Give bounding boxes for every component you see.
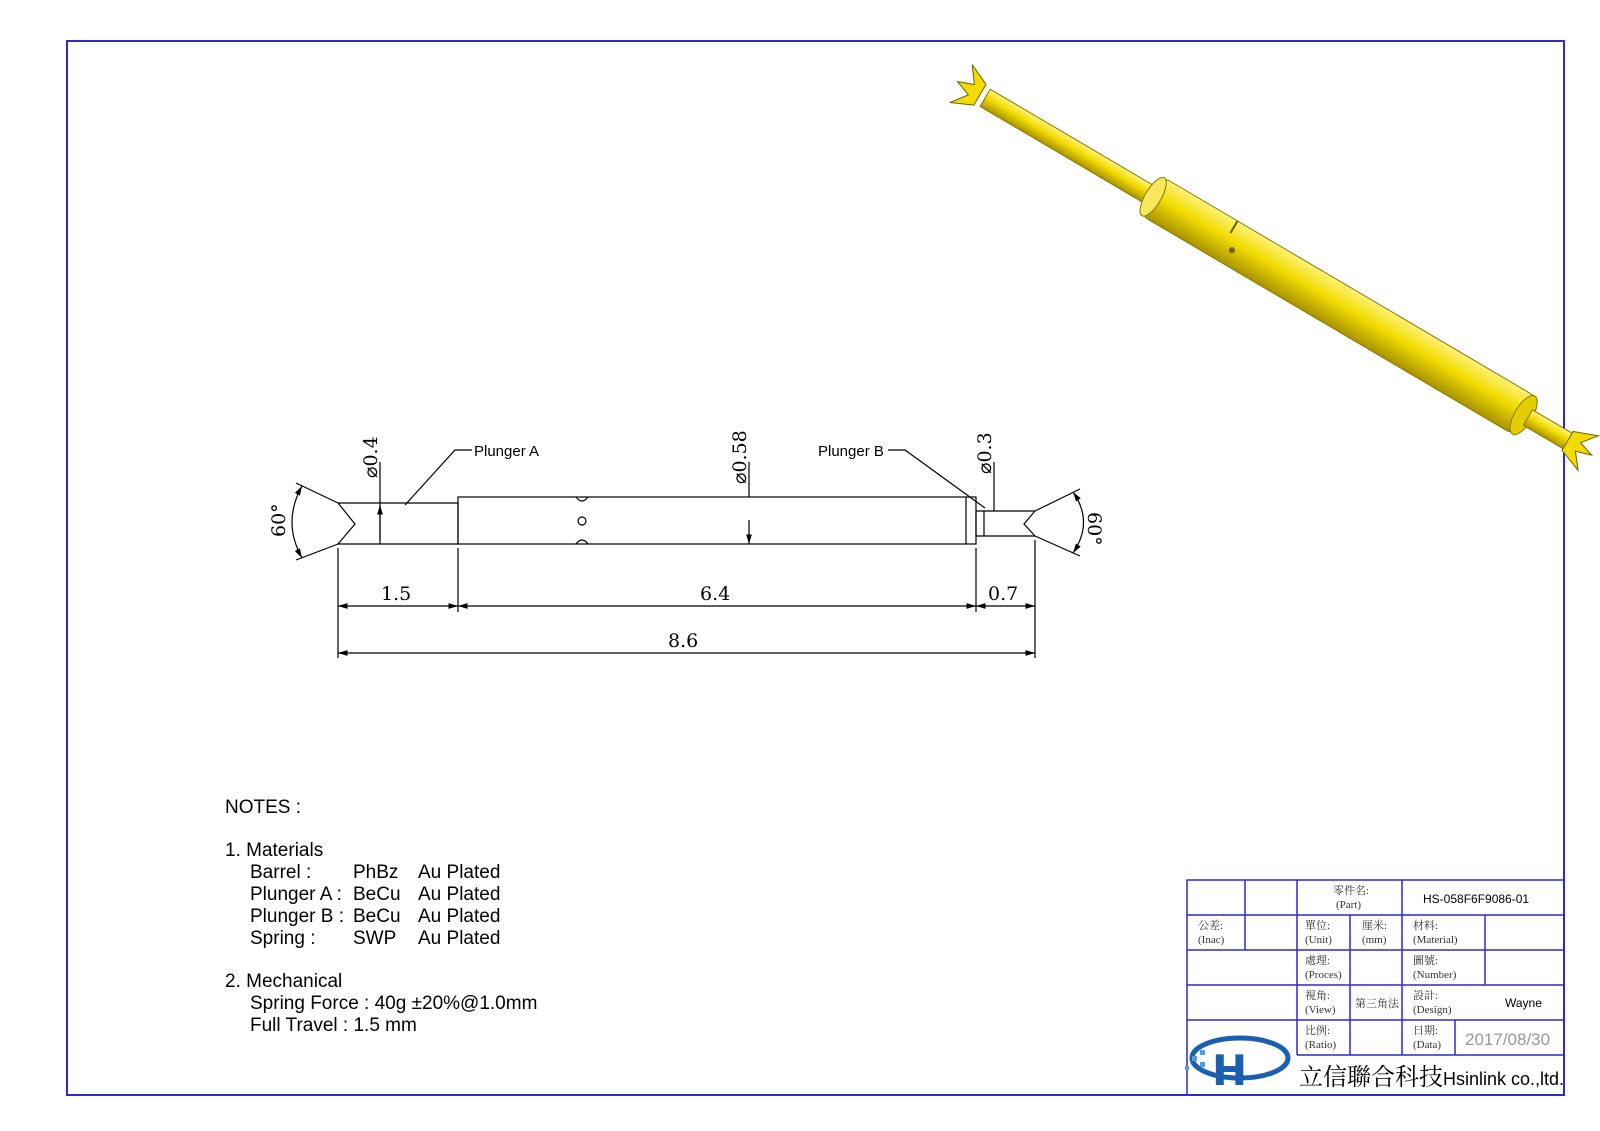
material-name: PhBz xyxy=(353,862,399,883)
pin-2d-drawing xyxy=(292,450,1084,658)
material-name: SWP xyxy=(353,928,397,949)
material-finish: Au Plated xyxy=(418,862,501,883)
view-value: 第三角法 xyxy=(1355,998,1399,1010)
number-label-en: (Number) xyxy=(1413,969,1457,981)
process-label: 處理: xyxy=(1305,955,1331,967)
notes-heading: NOTES : xyxy=(225,797,302,818)
unit-value-en: (mm) xyxy=(1362,934,1387,946)
material-finish: Au Plated xyxy=(418,928,501,949)
material-label: 材料: xyxy=(1413,920,1439,932)
barrel-diameter: ⌀0.58 xyxy=(729,430,751,484)
design-label-en: (Design) xyxy=(1413,1004,1452,1016)
plunger-b-diameter: ⌀0.3 xyxy=(974,432,996,474)
material-part: Spring : xyxy=(250,928,316,949)
material-finish: Au Plated xyxy=(418,884,501,905)
pin-3d-render xyxy=(946,63,1600,474)
part-label: 零件名: xyxy=(1333,885,1370,897)
material-name: BeCu xyxy=(353,906,401,927)
plunger-a-diameter: ⌀0.4 xyxy=(360,436,382,478)
company-name-en: Hsinlink co.,ltd. xyxy=(1443,1069,1565,1089)
date-label-en: (Data) xyxy=(1413,1039,1442,1051)
plunger-b-length: 0.7 xyxy=(988,583,1019,605)
mechanical-title: 2. Mechanical xyxy=(225,971,343,992)
title-block xyxy=(1185,880,1564,1095)
barrel-length: 6.4 xyxy=(700,583,731,605)
designer-name: Wayne xyxy=(1505,996,1542,1010)
material-part: Plunger B : xyxy=(250,906,344,927)
drawing-date: 2017/08/30 xyxy=(1465,1030,1551,1049)
tolerance-label: 公差: xyxy=(1198,920,1224,932)
barrel-outline xyxy=(458,497,976,544)
total-length: 8.6 xyxy=(668,630,699,652)
plunger-a-label: Plunger A xyxy=(474,443,540,460)
view-label-en: (View) xyxy=(1305,1004,1336,1016)
unit-label: 單位: xyxy=(1305,920,1331,932)
material-label-en: (Material) xyxy=(1413,934,1458,946)
view-label: 視角: xyxy=(1305,990,1331,1002)
unit-value: 厘米: xyxy=(1362,920,1388,932)
plunger-a-length: 1.5 xyxy=(381,583,412,605)
date-label: 日期: xyxy=(1413,1025,1439,1037)
ratio-label-en: (Ratio) xyxy=(1305,1039,1337,1051)
design-label: 設計: xyxy=(1413,990,1439,1002)
materials-title: 1. Materials xyxy=(225,840,324,861)
material-name: BeCu xyxy=(353,884,401,905)
tolerance-label-en: (Inac) xyxy=(1198,934,1225,946)
process-label-en: (Proces) xyxy=(1305,969,1342,981)
svg-text:H: H xyxy=(1212,1046,1248,1095)
notes-block xyxy=(225,797,537,1036)
number-label: 圖號: xyxy=(1413,955,1439,967)
part-label-en: (Part) xyxy=(1336,899,1362,911)
material-part: Barrel : xyxy=(250,862,312,883)
hsinlink-logo-icon xyxy=(1185,1038,1288,1095)
unit-label-en: (Unit) xyxy=(1305,934,1332,946)
right-tip-angle: 60° xyxy=(1083,512,1105,546)
material-finish: Au Plated xyxy=(418,906,501,927)
plunger-a-outline xyxy=(338,503,458,544)
company-name-cn: 立信聯合科技 xyxy=(1299,1063,1443,1091)
plunger-b-label: Plunger B xyxy=(818,443,884,460)
plunger-b-leader xyxy=(888,450,985,508)
material-part: Plunger A : xyxy=(250,884,342,905)
mechanical-line: Spring Force : 40g ±20%@1.0mm xyxy=(250,993,538,1014)
part-number: HS-058F6F9086-01 xyxy=(1423,892,1530,906)
mechanical-line: Full Travel : 1.5 mm xyxy=(250,1015,417,1036)
ratio-label: 比例: xyxy=(1305,1025,1331,1037)
left-tip-angle: 60° xyxy=(268,503,290,537)
plunger-b-outline xyxy=(976,511,1035,536)
